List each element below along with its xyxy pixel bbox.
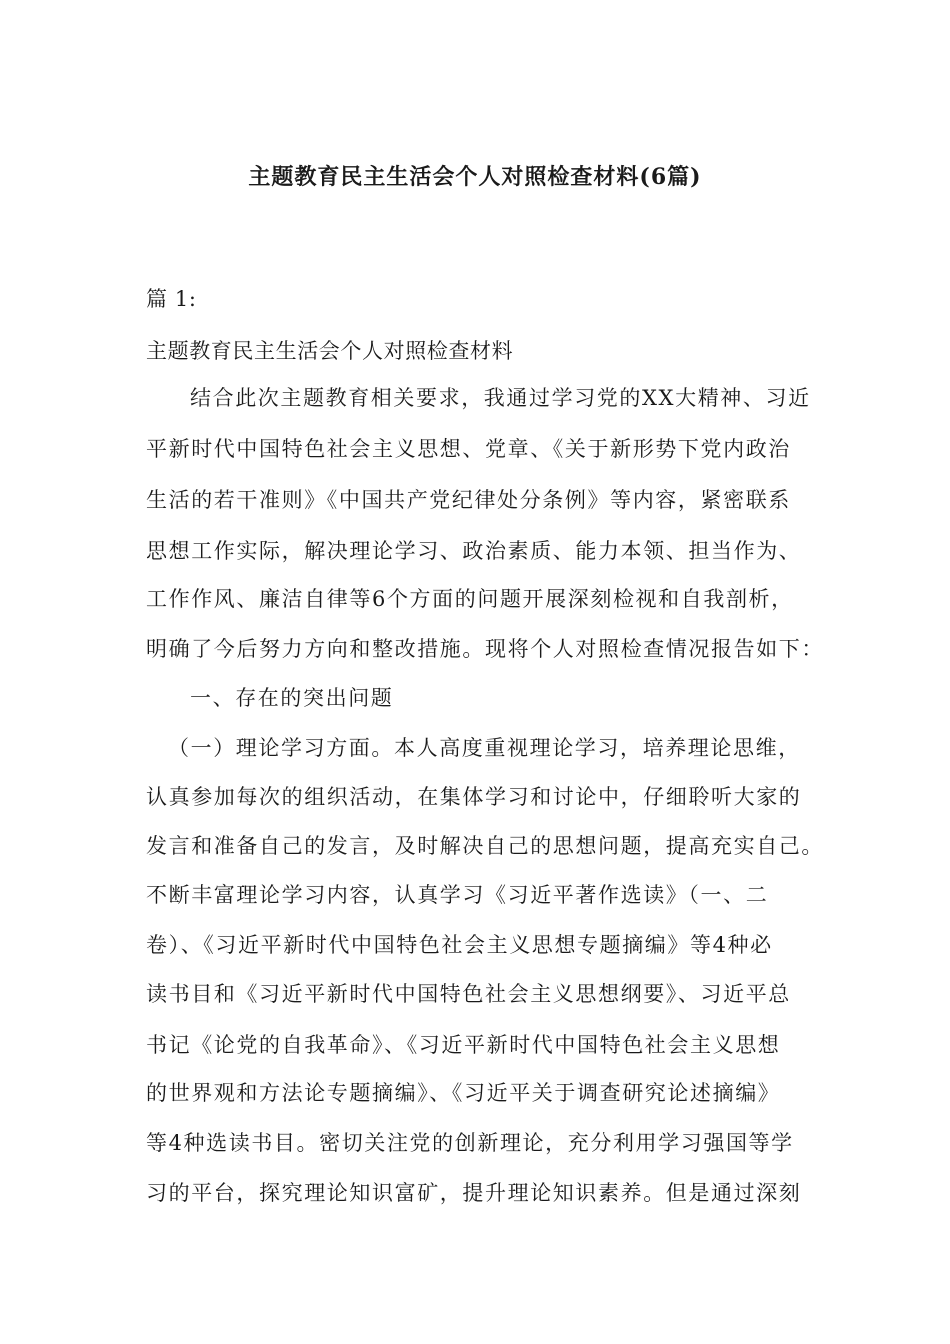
paragraph-line: 结合此次主题教育相关要求，我通过学习党的XX大精神、习近	[190, 386, 811, 410]
paragraph-line: 的世界观和方法论专题摘编》、《习近平关于调查研究论述摘编》	[146, 1081, 781, 1105]
paragraph-line: 书记《论党的自我革命》、《习近平新时代中国特色社会主义思想	[146, 1033, 781, 1057]
paragraph-line: 认真参加每次的组织活动，在集体学习和讨论中，仔细聆听大家的	[146, 785, 802, 809]
paragraph-line: 工作作风、廉洁自律等6个方面的问题开展深刻检视和自我剖析，	[146, 587, 794, 611]
paragraph-line: 思想工作实际，解决理论学习、政治素质、能力本领、担当作为、	[146, 539, 802, 563]
document-title: 主题教育民主生活会个人对照检查材料(6篇)	[248, 164, 702, 190]
section-label: 篇 1:	[146, 287, 197, 311]
paragraph-line: 卷）、《习近平新时代中国特色社会主义思想专题摘编》等4种必	[146, 933, 773, 957]
paragraph-line: （一）理论学习方面。本人高度重视理论学习，培养理论思维，	[168, 736, 801, 760]
paragraph-line: 平新时代中国特色社会主义思想、党章、《关于新形势下党内政治	[146, 437, 791, 461]
document-subtitle: 主题教育民主生活会个人对照检查材料	[146, 339, 514, 363]
paragraph-line: 习的平台，探究理论知识富矿，提升理论知识素养。但是通过深刻	[146, 1181, 802, 1205]
paragraph-line: 生活的若干准则》《中国共产党纪律处分条例》等内容，紧密联系	[146, 488, 791, 512]
paragraph-line: 读书目和《习近平新时代中国特色社会主义思想纲要》、习近平总	[146, 982, 791, 1006]
paragraph-line: 等4种选读书目。密切关注党的创新理论，充分利用学习强国等学	[146, 1131, 794, 1155]
section-heading: 一、存在的突出问题	[190, 686, 394, 710]
paragraph-line: 明确了今后努力方向和整改措施。现将个人对照检查情况报告如下：	[146, 637, 824, 661]
paragraph-line: 不断丰富理论学习内容，认真学习《习近平著作选读》（一、二	[146, 883, 769, 907]
paragraph-line: 发言和准备自己的发言，及时解决自己的思想问题，提高充实自己。	[146, 834, 824, 858]
